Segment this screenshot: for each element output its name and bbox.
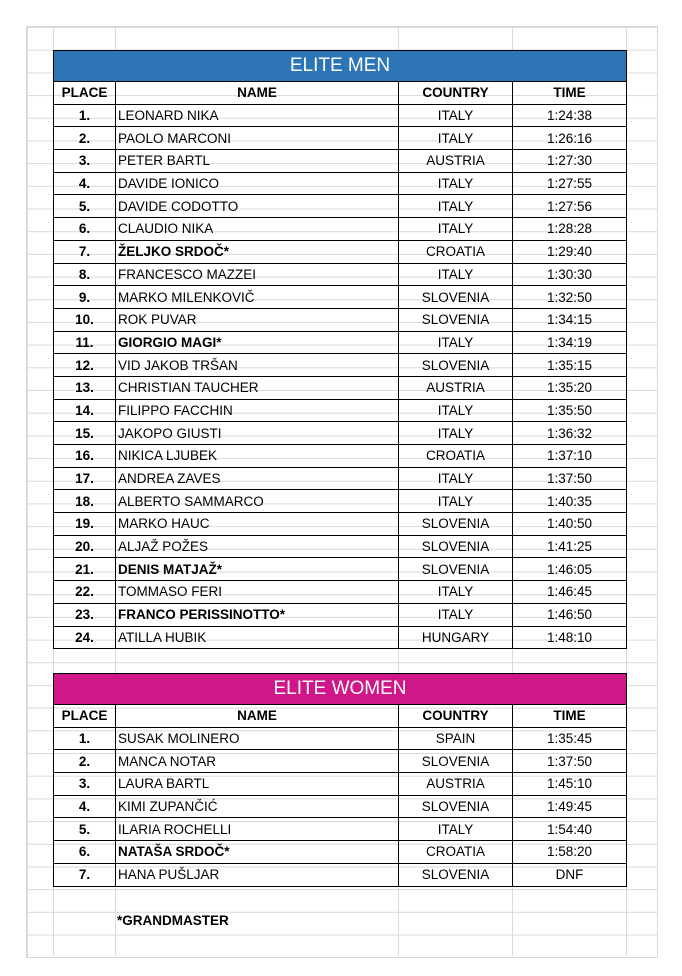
place-cell: 10.: [54, 308, 116, 331]
time-cell: 1:46:50: [513, 603, 627, 626]
country-cell: ITALY: [399, 490, 513, 513]
country-cell: SLOVENIA: [399, 354, 513, 377]
country-cell: SLOVENIA: [399, 558, 513, 581]
place-cell: 19.: [54, 513, 116, 536]
name-cell: SUSAK MOLINERO: [116, 727, 399, 750]
time-cell: 1:27:30: [513, 150, 627, 173]
place-cell: 3.: [54, 773, 116, 796]
table-row: [54, 240, 627, 263]
table-row: [54, 445, 627, 468]
name-cell: ALJAŽ POŽES: [116, 535, 399, 558]
name-cell: DENIS MATJAŽ*: [116, 558, 399, 581]
time-cell: 1:37:10: [513, 445, 627, 468]
time-cell: 1:41:25: [513, 535, 627, 558]
time-cell: 1:54:40: [513, 818, 627, 841]
country-cell: AUSTRIA: [399, 150, 513, 173]
country-cell: ITALY: [399, 467, 513, 490]
place-cell: 24.: [54, 626, 116, 649]
country-cell: ITALY: [399, 818, 513, 841]
country-cell: SLOVENIA: [399, 795, 513, 818]
table-row: [54, 422, 627, 445]
table-row: [54, 354, 627, 377]
time-cell: 1:35:50: [513, 399, 627, 422]
place-cell: 1.: [54, 104, 116, 127]
elite-men-rows: [54, 82, 627, 649]
name-cell: LAURA BARTL: [116, 773, 399, 796]
place-cell: 12.: [54, 354, 116, 377]
place-cell: 5.: [54, 818, 116, 841]
table-row: [54, 841, 627, 864]
place-cell: 23.: [54, 603, 116, 626]
name-cell: NATAŠA SRDOČ*: [116, 841, 399, 864]
time-cell: 1:30:30: [513, 263, 627, 286]
country-cell: ITALY: [399, 172, 513, 195]
elite-women-title: ELITE WOMEN: [54, 674, 627, 705]
place-cell: 13.: [54, 376, 116, 399]
elite-men-table: [53, 50, 627, 649]
country-cell: ITALY: [399, 399, 513, 422]
country-cell: CROATIA: [399, 841, 513, 864]
table-row: [54, 795, 627, 818]
time-cell: 1:26:16: [513, 127, 627, 150]
time-cell: 1:49:45: [513, 795, 627, 818]
column-header-row: [54, 705, 627, 728]
elite-men-title: ELITE MEN: [54, 51, 627, 82]
country-cell: HUNGARY: [399, 626, 513, 649]
name-cell: VID JAKOB TRŠAN: [116, 354, 399, 377]
elite-women-table: [53, 673, 627, 887]
name-cell: PAOLO MARCONI: [116, 127, 399, 150]
place-cell: 14.: [54, 399, 116, 422]
grandmaster-footnote: *GRANDMASTER: [117, 913, 229, 928]
table-row: [54, 127, 627, 150]
country-cell: SLOVENIA: [399, 750, 513, 773]
country-header: COUNTRY: [399, 705, 513, 728]
table-row: [54, 218, 627, 241]
place-header: PLACE: [54, 82, 116, 105]
time-cell: 1:27:56: [513, 195, 627, 218]
name-cell: FRANCO PERISSINOTTO*: [116, 603, 399, 626]
time-cell: 1:27:55: [513, 172, 627, 195]
table-row: [54, 286, 627, 309]
name-cell: MARKO HAUC: [116, 513, 399, 536]
column-header-row: [54, 82, 627, 105]
place-header: PLACE: [54, 705, 116, 728]
country-cell: ITALY: [399, 104, 513, 127]
time-cell: 1:48:10: [513, 626, 627, 649]
elite-women-rows: [54, 705, 627, 887]
table-row: [54, 399, 627, 422]
place-cell: 15.: [54, 422, 116, 445]
country-cell: ITALY: [399, 263, 513, 286]
place-cell: 22.: [54, 581, 116, 604]
table-row: [54, 172, 627, 195]
country-cell: SLOVENIA: [399, 863, 513, 886]
place-cell: 21.: [54, 558, 116, 581]
country-cell: SLOVENIA: [399, 535, 513, 558]
time-cell: 1:32:50: [513, 286, 627, 309]
name-cell: MARKO MILENKOVIČ: [116, 286, 399, 309]
place-cell: 9.: [54, 286, 116, 309]
time-cell: 1:40:35: [513, 490, 627, 513]
time-cell: 1:35:45: [513, 727, 627, 750]
place-cell: 20.: [54, 535, 116, 558]
time-cell: 1:46:05: [513, 558, 627, 581]
name-header: NAME: [116, 705, 399, 728]
time-cell: 1:35:20: [513, 376, 627, 399]
country-cell: ITALY: [399, 218, 513, 241]
table-row: [54, 581, 627, 604]
place-cell: 2.: [54, 750, 116, 773]
table-row: [54, 863, 627, 886]
place-cell: 4.: [54, 172, 116, 195]
country-cell: SLOVENIA: [399, 513, 513, 536]
country-cell: AUSTRIA: [399, 773, 513, 796]
table-row: [54, 513, 627, 536]
place-cell: 7.: [54, 863, 116, 886]
place-cell: 6.: [54, 841, 116, 864]
time-cell: 1:28:28: [513, 218, 627, 241]
table-row: [54, 104, 627, 127]
name-cell: FILIPPO FACCHIN: [116, 399, 399, 422]
country-cell: ITALY: [399, 127, 513, 150]
table-row: [54, 750, 627, 773]
time-cell: 1:37:50: [513, 750, 627, 773]
table-row: [54, 558, 627, 581]
place-cell: 4.: [54, 795, 116, 818]
name-cell: ŽELJKO SRDOČ*: [116, 240, 399, 263]
name-cell: ROK PUVAR: [116, 308, 399, 331]
country-cell: ITALY: [399, 422, 513, 445]
country-cell: ITALY: [399, 581, 513, 604]
name-cell: GIORGIO MAGI*: [116, 331, 399, 354]
country-cell: ITALY: [399, 195, 513, 218]
name-cell: KIMI ZUPANČIĆ: [116, 795, 399, 818]
place-cell: 3.: [54, 150, 116, 173]
table-row: [54, 467, 627, 490]
place-cell: 17.: [54, 467, 116, 490]
table-row: [54, 535, 627, 558]
name-cell: LEONARD NIKA: [116, 104, 399, 127]
table-row: [54, 150, 627, 173]
name-cell: ILARIA ROCHELLI: [116, 818, 399, 841]
place-cell: 1.: [54, 727, 116, 750]
place-cell: 8.: [54, 263, 116, 286]
time-cell: 1:58:20: [513, 841, 627, 864]
place-cell: 7.: [54, 240, 116, 263]
time-cell: 1:34:19: [513, 331, 627, 354]
name-cell: NIKICA LJUBEK: [116, 445, 399, 468]
table-row: [54, 603, 627, 626]
name-cell: MANCA NOTAR: [116, 750, 399, 773]
name-cell: PETER BARTL: [116, 150, 399, 173]
time-cell: 1:37:50: [513, 467, 627, 490]
name-cell: FRANCESCO MAZZEI: [116, 263, 399, 286]
country-cell: CROATIA: [399, 445, 513, 468]
time-cell: 1:36:32: [513, 422, 627, 445]
table-row: [54, 376, 627, 399]
time-cell: 1:45:10: [513, 773, 627, 796]
time-header: TIME: [513, 705, 627, 728]
place-cell: 16.: [54, 445, 116, 468]
place-cell: 18.: [54, 490, 116, 513]
name-cell: CLAUDIO NIKA: [116, 218, 399, 241]
name-cell: DAVIDE CODOTTO: [116, 195, 399, 218]
name-cell: DAVIDE IONICO: [116, 172, 399, 195]
name-cell: HANA PUŠLJAR: [116, 863, 399, 886]
table-row: [54, 818, 627, 841]
country-cell: SPAIN: [399, 727, 513, 750]
table-row: [54, 263, 627, 286]
time-cell: 1:29:40: [513, 240, 627, 263]
country-cell: ITALY: [399, 331, 513, 354]
name-cell: JAKOPO GIUSTI: [116, 422, 399, 445]
place-cell: 2.: [54, 127, 116, 150]
country-cell: ITALY: [399, 603, 513, 626]
time-header: TIME: [513, 82, 627, 105]
country-cell: CROATIA: [399, 240, 513, 263]
place-cell: 6.: [54, 218, 116, 241]
name-cell: ATILLA HUBIK: [116, 626, 399, 649]
country-cell: SLOVENIA: [399, 286, 513, 309]
name-cell: CHRISTIAN TAUCHER: [116, 376, 399, 399]
table-row: [54, 727, 627, 750]
time-cell: DNF: [513, 863, 627, 886]
name-cell: TOMMASO FERI: [116, 581, 399, 604]
table-row: [54, 626, 627, 649]
time-cell: 1:34:15: [513, 308, 627, 331]
place-cell: 11.: [54, 331, 116, 354]
name-cell: ANDREA ZAVES: [116, 467, 399, 490]
time-cell: 1:24:38: [513, 104, 627, 127]
table-row: [54, 195, 627, 218]
table-row: [54, 490, 627, 513]
country-cell: AUSTRIA: [399, 376, 513, 399]
time-cell: 1:40:50: [513, 513, 627, 536]
table-row: [54, 773, 627, 796]
place-cell: 5.: [54, 195, 116, 218]
name-cell: ALBERTO SAMMARCO: [116, 490, 399, 513]
table-row: [54, 331, 627, 354]
time-cell: 1:35:15: [513, 354, 627, 377]
time-cell: 1:46:45: [513, 581, 627, 604]
country-cell: SLOVENIA: [399, 308, 513, 331]
country-header: COUNTRY: [399, 82, 513, 105]
name-header: NAME: [116, 82, 399, 105]
table-row: [54, 308, 627, 331]
